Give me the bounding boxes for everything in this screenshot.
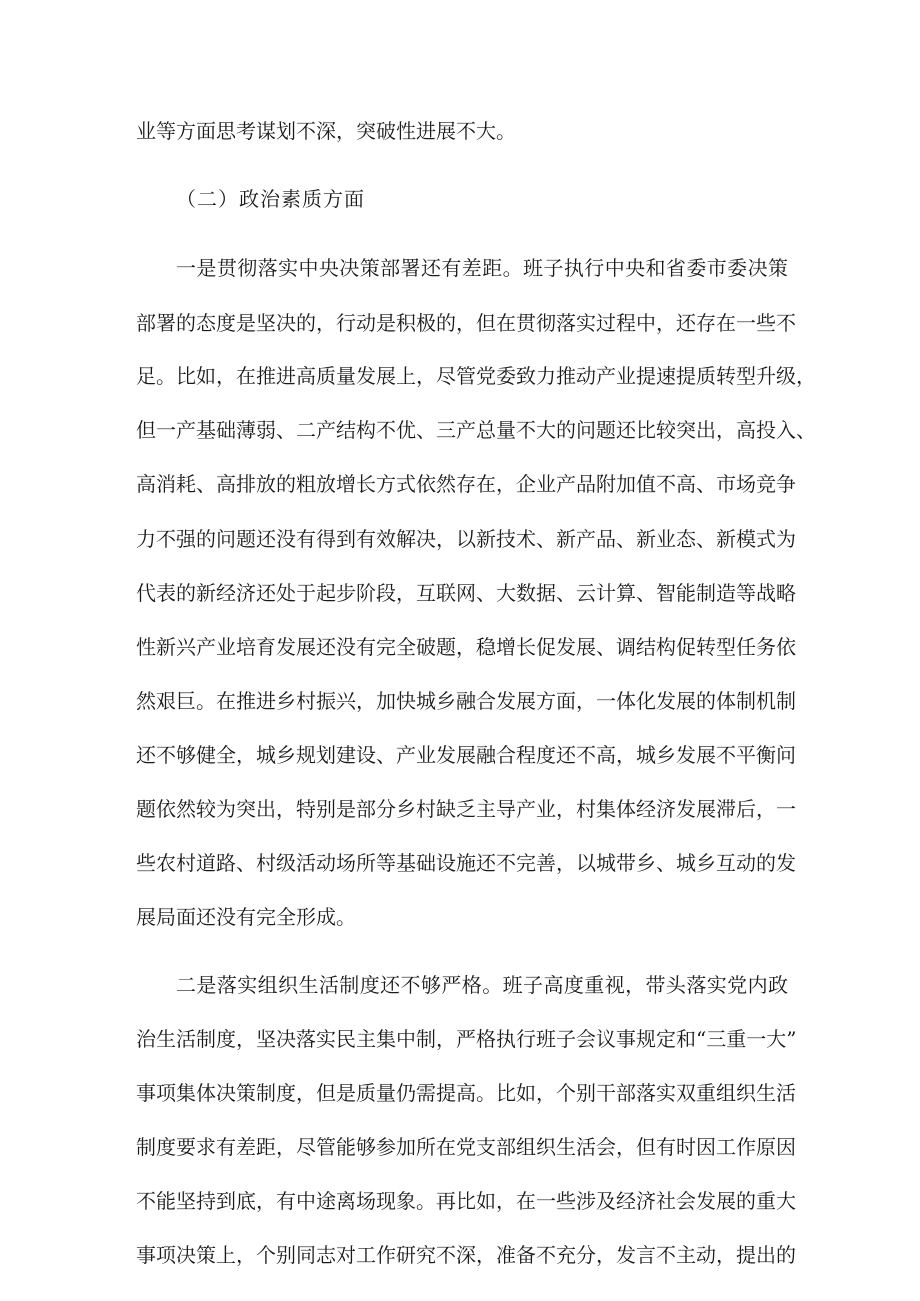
paragraph-2-line: 不能坚持到底，有中途离场现象。再比如，在一些涉及经济社会发展的重大 bbox=[136, 1189, 796, 1213]
paragraph-2-line: 事项集体决策制度，但是质量仍需提高。比如，个别干部落实双重组织生活 bbox=[136, 1081, 796, 1105]
paragraph-1-line: 但一产基础薄弱、二产结构不优、三产总量不大的问题还比较突出，高投入、 bbox=[136, 418, 816, 442]
paragraph-1-line: 足。比如，在推进高质量发展上，尽管党委致力推动产业提速提质转型升级， bbox=[136, 364, 816, 388]
paragraph-1-line: 性新兴产业培育发展还没有完全破题，稳增长促发展、调结构促转型任务依 bbox=[136, 635, 796, 659]
paragraph-2-line: 二是落实组织生活制度还不够严格。班子高度重视，带头落实党内政 bbox=[176, 973, 788, 997]
lead-paragraph-line: 业等方面思考谋划不深，突破性进展不大。 bbox=[136, 119, 516, 143]
paragraph-1-line: 还不够健全，城乡规划建设、产业发展融合程度还不高，城乡发展不平衡问 bbox=[136, 743, 796, 767]
paragraph-2-line: 治生活制度，坚决落实民主集中制，严格执行班子会议事规定和“三重一大” bbox=[136, 1027, 797, 1051]
paragraph-1-line: 部署的态度是坚决的，行动是积极的，但在贯彻落实过程中，还存在一些不 bbox=[136, 311, 796, 335]
paragraph-1-line: 高消耗、高排放的粗放增长方式依然存在，企业产品附加值不高、市场竞争 bbox=[136, 472, 796, 496]
paragraph-2-line: 事项决策上，个别同志对工作研究不深，准备不充分，发言不主动，提出的 bbox=[136, 1243, 796, 1267]
paragraph-1-line: 代表的新经济还处于起步阶段，互联网、大数据、云计算、智能制造等战略 bbox=[136, 581, 796, 605]
paragraph-1-line: 题依然较为突出，特别是部分乡村缺乏主导产业，村集体经济发展滞后，一 bbox=[136, 797, 796, 821]
paragraph-2-line: 制度要求有差距，尽管能够参加所在党支部组织生活会，但有时因工作原因 bbox=[136, 1135, 796, 1159]
section-heading: （二）政治素质方面 bbox=[176, 187, 365, 211]
paragraph-1-line: 力不强的问题还没有得到有效解决，以新技术、新产品、新业态、新模式为 bbox=[136, 527, 796, 551]
paragraph-1-line: 然艰巨。在推进乡村振兴，加快城乡融合发展方面，一体化发展的体制机制 bbox=[136, 689, 796, 713]
paragraph-1-line: 些农村道路、村级活动场所等基础设施还不完善，以城带乡、城乡互动的发 bbox=[136, 851, 796, 875]
paragraph-1-line: 展局面还没有完全形成。 bbox=[136, 905, 356, 929]
paragraph-1-line: 一是贯彻落实中央决策部署还有差距。班子执行中央和省委市委决策 bbox=[176, 256, 788, 280]
